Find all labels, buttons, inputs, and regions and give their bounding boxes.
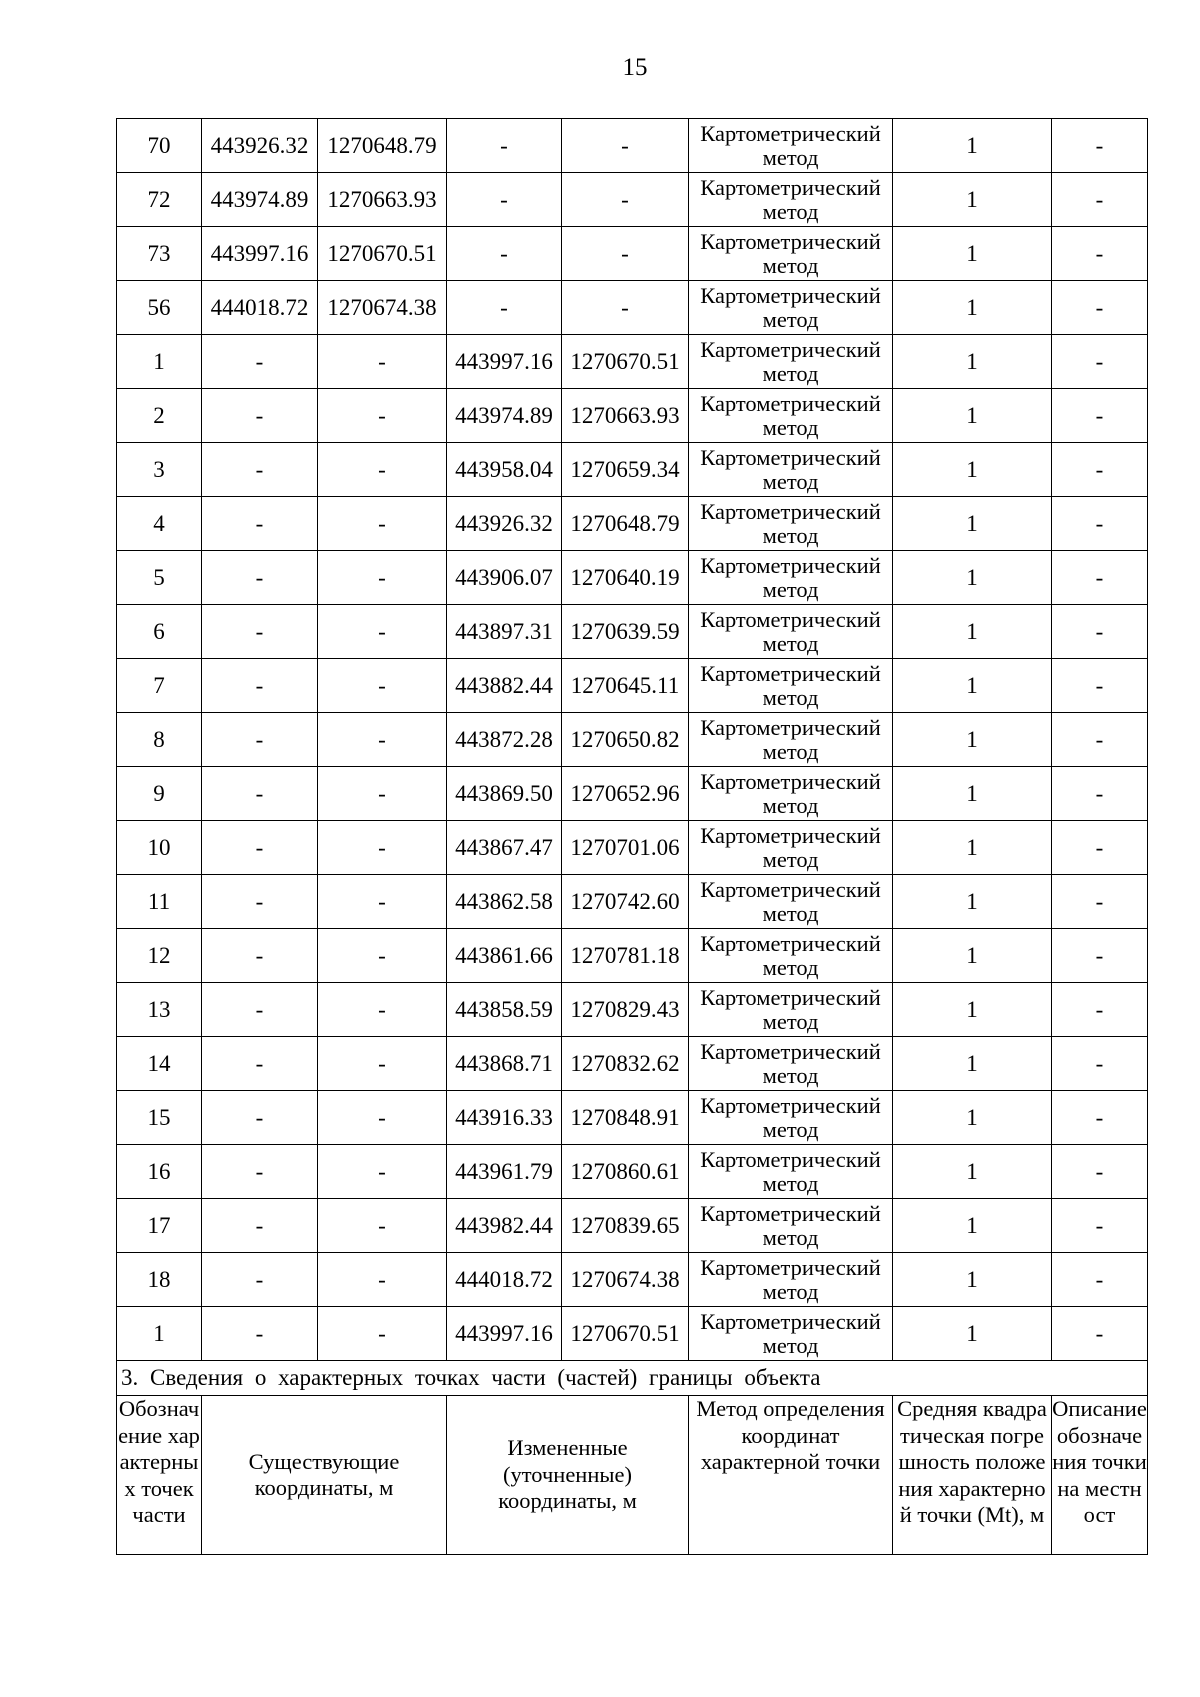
cell-point: 70 [117,119,202,173]
cell-x-changed: 444018.72 [447,1253,562,1307]
cell-mt: 1 [893,497,1052,551]
cell-description: - [1052,227,1148,281]
cell-y-existing: 1270648.79 [318,119,447,173]
cell-point: 9 [117,767,202,821]
cell-y-existing: - [318,389,447,443]
cell-y-existing: 1270670.51 [318,227,447,281]
cell-y-existing: - [318,497,447,551]
coordinates-table [116,118,1148,1555]
cell-method: Картометрический метод [689,227,893,281]
cell-x-existing: 443997.16 [202,227,318,281]
table-row [117,281,1148,335]
header-mt: Средняя квадратическая погрешность положения характерной точки (Mt), м [893,1396,1052,1555]
cell-x-changed: 443958.04 [447,443,562,497]
cell-y-existing: - [318,929,447,983]
cell-x-existing: - [202,713,318,767]
cell-x-existing: - [202,1091,318,1145]
table-row [117,173,1148,227]
cell-y-existing: - [318,605,447,659]
cell-x-existing: - [202,605,318,659]
cell-point: 8 [117,713,202,767]
cell-mt: 1 [893,713,1052,767]
cell-x-changed: 443974.89 [447,389,562,443]
table-row [117,551,1148,605]
cell-mt: 1 [893,389,1052,443]
cell-mt: 1 [893,929,1052,983]
cell-method: Картометрический метод [689,497,893,551]
cell-x-existing: - [202,1199,318,1253]
cell-y-existing: 1270674.38 [318,281,447,335]
section-3-title: 3. Сведения о характерных точках части (частей) границы объекта [117,1361,1148,1396]
cell-description: - [1052,767,1148,821]
cell-description: - [1052,821,1148,875]
cell-x-existing: - [202,1307,318,1361]
cell-mt: 1 [893,1145,1052,1199]
table-row [117,227,1148,281]
cell-point: 11 [117,875,202,929]
cell-y-changed: 1270701.06 [562,821,689,875]
table-row [117,983,1148,1037]
table-row [117,443,1148,497]
table-row [117,1145,1148,1199]
cell-x-existing: - [202,929,318,983]
cell-x-changed: 443858.59 [447,983,562,1037]
cell-description: - [1052,983,1148,1037]
cell-x-existing: - [202,389,318,443]
cell-description: - [1052,173,1148,227]
cell-x-changed: - [447,119,562,173]
cell-point: 18 [117,1253,202,1307]
table-row [117,1253,1148,1307]
cell-x-existing: - [202,875,318,929]
cell-y-existing: - [318,767,447,821]
cell-y-changed: 1270645.11 [562,659,689,713]
table-row [117,767,1148,821]
section-3-header-row [117,1396,1148,1555]
cell-x-existing: - [202,767,318,821]
cell-x-existing: - [202,443,318,497]
cell-description: - [1052,443,1148,497]
cell-y-changed: 1270860.61 [562,1145,689,1199]
cell-y-existing: - [318,821,447,875]
cell-y-existing: - [318,1253,447,1307]
cell-point: 73 [117,227,202,281]
cell-y-changed: - [562,281,689,335]
cell-y-existing: - [318,1199,447,1253]
cell-x-changed: 443882.44 [447,659,562,713]
cell-y-changed: 1270781.18 [562,929,689,983]
cell-method: Картометрический метод [689,821,893,875]
cell-x-changed: 443862.58 [447,875,562,929]
cell-x-changed: - [447,281,562,335]
cell-point: 5 [117,551,202,605]
cell-point: 17 [117,1199,202,1253]
cell-y-existing: 1270663.93 [318,173,447,227]
cell-method: Картометрический метод [689,1253,893,1307]
cell-mt: 1 [893,1199,1052,1253]
cell-x-changed: 443897.31 [447,605,562,659]
cell-method: Картометрический метод [689,767,893,821]
cell-y-changed: 1270639.59 [562,605,689,659]
cell-description: - [1052,605,1148,659]
cell-mt: 1 [893,1307,1052,1361]
cell-y-changed: 1270848.91 [562,1091,689,1145]
cell-x-existing: - [202,335,318,389]
table-row [117,1091,1148,1145]
cell-method: Картометрический метод [689,335,893,389]
table-row [117,119,1148,173]
cell-y-changed: 1270670.51 [562,1307,689,1361]
cell-method: Картометрический метод [689,875,893,929]
cell-y-existing: - [318,1307,447,1361]
cell-y-changed: 1270650.82 [562,713,689,767]
cell-y-changed: - [562,227,689,281]
cell-y-existing: - [318,875,447,929]
cell-method: Картометрический метод [689,281,893,335]
table-row [117,659,1148,713]
cell-method: Картометрический метод [689,1145,893,1199]
cell-mt: 1 [893,767,1052,821]
cell-x-changed: 443869.50 [447,767,562,821]
cell-y-existing: - [318,1091,447,1145]
cell-mt: 1 [893,821,1052,875]
cell-description: - [1052,1091,1148,1145]
cell-x-changed: - [447,227,562,281]
cell-x-changed: 443997.16 [447,335,562,389]
cell-y-changed: 1270652.96 [562,767,689,821]
page-number: 15 [622,54,648,81]
table-row [117,1199,1148,1253]
cell-x-existing: 444018.72 [202,281,318,335]
cell-x-existing: - [202,497,318,551]
table-row [117,497,1148,551]
cell-x-changed: 443997.16 [447,1307,562,1361]
cell-y-existing: - [318,551,447,605]
cell-x-existing: - [202,821,318,875]
cell-description: - [1052,1307,1148,1361]
cell-y-changed: 1270663.93 [562,389,689,443]
cell-method: Картометрический метод [689,1307,893,1361]
cell-x-changed: - [447,173,562,227]
cell-x-changed: 443982.44 [447,1199,562,1253]
cell-y-changed: - [562,173,689,227]
cell-description: - [1052,335,1148,389]
section-3-title-row [117,1361,1148,1396]
cell-y-changed: 1270742.60 [562,875,689,929]
cell-mt: 1 [893,875,1052,929]
cell-point: 14 [117,1037,202,1091]
cell-mt: 1 [893,1037,1052,1091]
cell-method: Картометрический метод [689,119,893,173]
cell-y-changed: 1270659.34 [562,443,689,497]
cell-description: - [1052,713,1148,767]
table-row [117,1307,1148,1361]
cell-description: - [1052,659,1148,713]
cell-point: 12 [117,929,202,983]
cell-y-existing: - [318,335,447,389]
cell-point: 13 [117,983,202,1037]
cell-x-existing: - [202,1037,318,1091]
cell-x-changed: 443906.07 [447,551,562,605]
header-method: Метод определения координат характерной точки [689,1396,893,1555]
cell-mt: 1 [893,227,1052,281]
cell-method: Картометрический метод [689,983,893,1037]
cell-description: - [1052,875,1148,929]
cell-y-changed: 1270648.79 [562,497,689,551]
cell-description: - [1052,1037,1148,1091]
header-description: Описание обозначения точки на местност [1052,1396,1148,1555]
cell-point: 1 [117,335,202,389]
cell-y-changed: 1270640.19 [562,551,689,605]
cell-mt: 1 [893,335,1052,389]
header-changed-coordinates: Измененные (уточненные) координаты, м [447,1396,689,1555]
table-row [117,875,1148,929]
cell-mt: 1 [893,1091,1052,1145]
cell-x-changed: 443867.47 [447,821,562,875]
cell-y-changed: - [562,119,689,173]
cell-mt: 1 [893,119,1052,173]
cell-method: Картометрический метод [689,1037,893,1091]
table-row [117,713,1148,767]
cell-point: 2 [117,389,202,443]
cell-description: - [1052,119,1148,173]
cell-point: 10 [117,821,202,875]
cell-x-changed: 443861.66 [447,929,562,983]
table-row [117,929,1148,983]
cell-mt: 1 [893,281,1052,335]
cell-y-existing: - [318,713,447,767]
cell-method: Картометрический метод [689,551,893,605]
cell-x-existing: 443926.32 [202,119,318,173]
cell-y-existing: - [318,443,447,497]
cell-method: Картометрический метод [689,443,893,497]
cell-y-changed: 1270832.62 [562,1037,689,1091]
cell-point: 7 [117,659,202,713]
cell-mt: 1 [893,1253,1052,1307]
cell-point: 15 [117,1091,202,1145]
cell-x-existing: - [202,1253,318,1307]
cell-x-changed: 443868.71 [447,1037,562,1091]
header-existing-coordinates: Существующие координаты, м [202,1396,447,1555]
cell-description: - [1052,281,1148,335]
cell-description: - [1052,1253,1148,1307]
cell-method: Картометрический метод [689,1091,893,1145]
cell-description: - [1052,497,1148,551]
cell-method: Картометрический метод [689,173,893,227]
table-row [117,821,1148,875]
cell-method: Картометрический метод [689,605,893,659]
cell-x-existing: - [202,659,318,713]
cell-method: Картометрический метод [689,929,893,983]
cell-x-changed: 443872.28 [447,713,562,767]
cell-y-existing: - [318,983,447,1037]
cell-x-existing: - [202,551,318,605]
cell-mt: 1 [893,605,1052,659]
table-row [117,335,1148,389]
cell-y-changed: 1270670.51 [562,335,689,389]
cell-x-existing: - [202,983,318,1037]
cell-y-existing: - [318,1145,447,1199]
cell-point: 1 [117,1307,202,1361]
table-row [117,389,1148,443]
cell-description: - [1052,929,1148,983]
table-row [117,605,1148,659]
header-point: Обозначение характерных точек части [117,1396,202,1555]
cell-description: - [1052,551,1148,605]
cell-y-existing: - [318,1037,447,1091]
cell-x-changed: 443961.79 [447,1145,562,1199]
cell-y-existing: - [318,659,447,713]
cell-method: Картометрический метод [689,659,893,713]
table-body [117,119,1148,1555]
cell-mt: 1 [893,173,1052,227]
cell-description: - [1052,389,1148,443]
cell-method: Картометрический метод [689,713,893,767]
cell-point: 6 [117,605,202,659]
cell-x-existing: - [202,1145,318,1199]
cell-point: 72 [117,173,202,227]
cell-method: Картометрический метод [689,1199,893,1253]
cell-description: - [1052,1199,1148,1253]
cell-mt: 1 [893,551,1052,605]
cell-y-changed: 1270829.43 [562,983,689,1037]
cell-y-changed: 1270674.38 [562,1253,689,1307]
cell-point: 16 [117,1145,202,1199]
cell-mt: 1 [893,659,1052,713]
cell-x-existing: 443974.89 [202,173,318,227]
cell-mt: 1 [893,983,1052,1037]
cell-x-changed: 443916.33 [447,1091,562,1145]
cell-point: 3 [117,443,202,497]
cell-point: 56 [117,281,202,335]
table-row [117,1037,1148,1091]
cell-mt: 1 [893,443,1052,497]
cell-y-changed: 1270839.65 [562,1199,689,1253]
cell-x-changed: 443926.32 [447,497,562,551]
cell-description: - [1052,1145,1148,1199]
cell-method: Картометрический метод [689,389,893,443]
cell-point: 4 [117,497,202,551]
